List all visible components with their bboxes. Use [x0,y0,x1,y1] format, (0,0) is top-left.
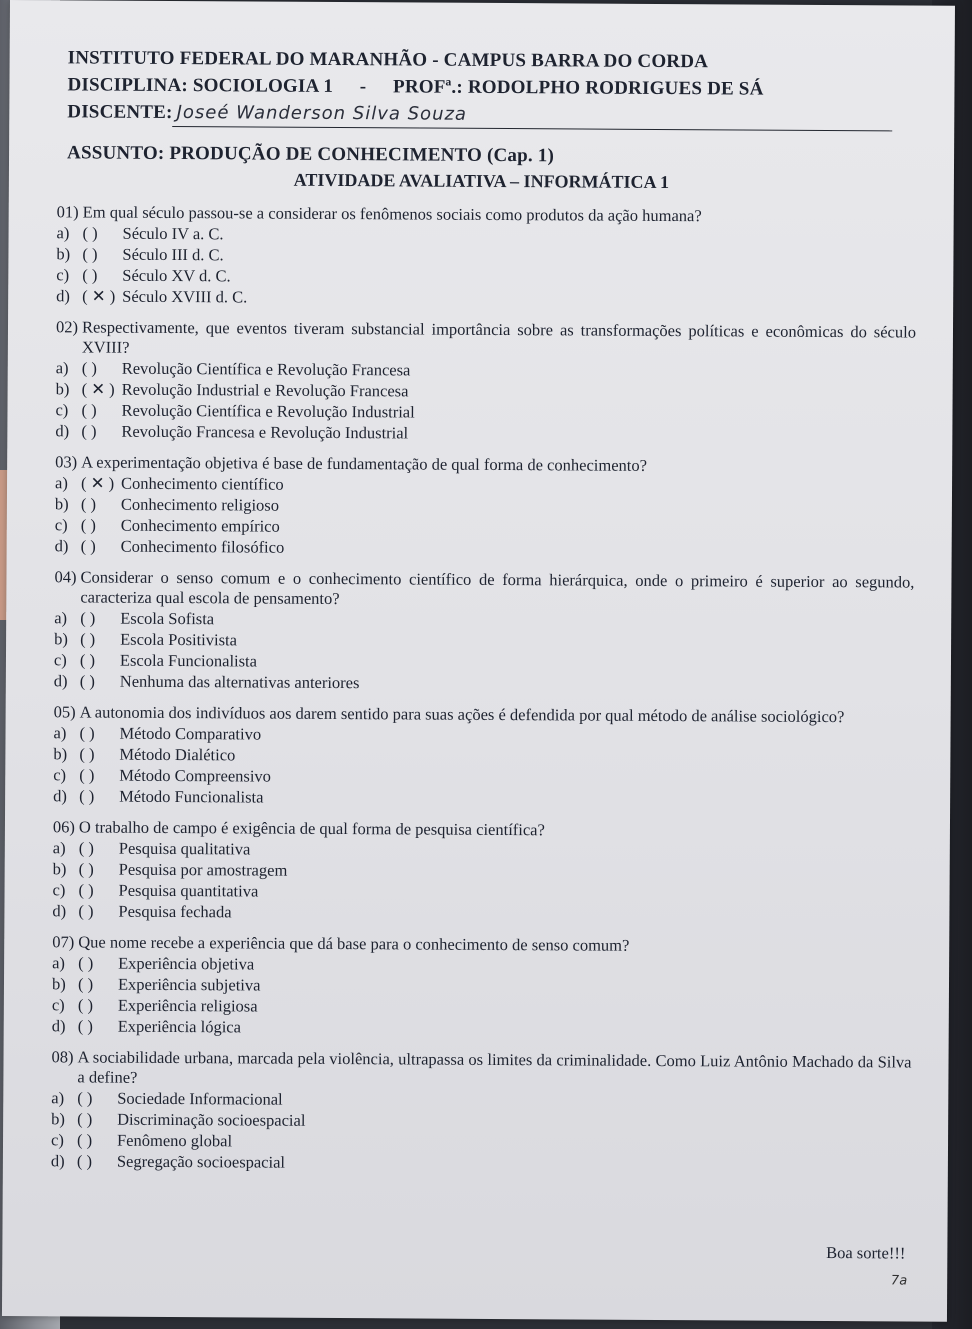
question-5 [53,702,914,811]
option-letter: c) [52,880,66,900]
option-text: Experiência religiosa [117,995,258,1016]
option-letter: b) [52,859,67,879]
option-text: Experiência objetiva [118,953,255,974]
student-line [67,98,917,130]
option-letter: d) [53,671,68,691]
option-letter: b) [54,494,69,514]
option-text: Discriminação socioespacial [117,1109,306,1130]
option-text: Século XV d. C. [122,265,231,286]
question-7 [52,932,913,1041]
question-1 [56,202,917,311]
option-letter: a) [52,838,66,858]
option-text: Método Funcionalista [119,786,264,807]
option-letter: a) [51,1088,65,1108]
question-number: 08) [51,1047,74,1067]
question-3 [55,452,916,561]
option-text: Conhecimento empírico [120,515,280,536]
student-name-handwritten: Joseé Wanderson Silva Souza [173,99,893,131]
option-letter: a) [52,953,66,973]
subject-line: ASSUNTO: PRODUÇÃO DE CONHECIMENTO (Cap. 1) [67,142,555,167]
option-letter: d) [56,286,71,306]
option-letter: d) [50,1151,65,1171]
option-text: Conhecimento filosófico [120,536,285,557]
option-letter: b) [51,974,66,994]
answer-checkbox[interactable]: ( ) [80,515,96,535]
option-text: Experiência subjetiva [117,974,261,995]
option-letter: b) [53,744,68,764]
question-6 [52,817,913,926]
option-letter: b) [51,1109,65,1129]
answer-checkbox[interactable]: ( ) [77,1088,93,1108]
option-text: Experiência lógica [117,1016,242,1037]
option-letter: c) [51,995,65,1015]
question-number: 03) [55,452,78,472]
professor-label: PROFª.: RODOLPHO RODRIGUES DE SÁ [392,76,764,100]
question-number: 05) [53,702,76,722]
option-text: Revolução Científica e Revolução Industrial [121,400,415,422]
option-text: Pesquisa por amostragem [118,859,288,880]
answer-checkbox[interactable]: ( ) [79,650,96,670]
answer-option[interactable] [55,535,915,561]
exam-sheet [2,0,955,1322]
answer-option[interactable] [54,670,914,696]
option-letter: a) [54,473,68,493]
closing-message: Boa sorte!!! [826,1243,906,1263]
question-statement: Considerar o senso comum e o conhecimento científico de forma hierárquica, onde o primeiro é superior ao segundo, caracteriza qual escola de pensamento? [80,567,915,609]
question-statement: A experimentação objetiva é base de fundamentação de qual forma de conhecimento? [81,452,648,475]
question-statement: Que nome recebe a experiência que dá base para o conhecimento de senso comum? [78,932,630,955]
answer-checkbox[interactable]: ( ) [77,1016,93,1036]
option-text: Sociedade Informacional [117,1088,283,1109]
question-list [51,202,917,1187]
answer-checkbox[interactable]: ( ) [80,608,96,628]
answer-checkbox[interactable]: ( ) [78,859,94,879]
question-number: 04) [54,567,77,587]
answer-checkbox[interactable]: ( ) [81,400,97,420]
option-letter: c) [55,400,69,420]
question-text [51,1047,911,1092]
answer-checkbox[interactable]: ( ) [80,536,96,556]
option-text: Método Dialético [119,744,236,765]
answer-option[interactable] [52,900,912,926]
answer-checkbox[interactable]: ( ) [79,671,96,691]
discipline-label: DISCIPLINA: SOCIOLOGIA 1 [67,74,334,97]
option-text: Escola Funcionalista [119,650,258,671]
option-letter: b) [55,379,70,399]
option-letter: c) [54,515,68,535]
answer-option[interactable] [56,285,916,311]
option-text: Revolução Científica e Revolução Francesa [121,358,411,380]
option-letter: d) [52,901,67,921]
option-text: Método Compreensivo [119,765,272,786]
question-statement: Respectivamente, que eventos tiveram substancial importância sobre as transformações políticas e econômicas do século XVIII? [81,317,917,357]
question-statement: Em qual século passou-se a considerar os fenômenos sociais como produtos da ação humana? [82,202,702,226]
question-number: 02) [55,317,79,337]
option-letter: c) [53,650,67,670]
option-text: Nenhuma das alternativas anteriores [119,671,360,693]
option-letter: b) [54,629,68,649]
question-statement: A autonomia dos indivíduos aos darem sentido para suas ações é defendida por qual método de análise sociológico? [79,702,845,727]
option-letter: c) [50,1130,64,1150]
question-4 [54,567,915,696]
question-2 [55,317,916,446]
option-letter: a) [54,608,68,628]
answer-checkbox[interactable]: ( ) [79,786,95,806]
answer-checkbox[interactable]: ( ✕ ) [82,286,116,306]
option-text: Pesquisa qualitativa [118,838,251,859]
institution-title: INSTITUTO FEDERAL DO MARANHÃO - CAMPUS BARRA DO CORDA [67,47,709,73]
option-letter: d) [53,786,67,806]
option-letter: c) [53,765,67,785]
option-letter: c) [56,265,70,285]
activity-title: ATIVIDADE AVALIATIVA – INFORMÁTICA 1 [293,169,670,193]
option-text: Revolução Francesa e Revolução Industrial [121,421,409,443]
answer-checkbox[interactable]: ( ) [80,629,96,649]
question-text [54,567,914,612]
student-label: DISCENTE: [67,101,173,123]
answer-option[interactable] [51,1150,911,1176]
question-number: 06) [52,817,76,837]
question-number: 01) [56,202,79,222]
answer-checkbox[interactable]: ( ) [81,358,97,378]
option-letter: b) [56,244,71,264]
option-text: Pesquisa fechada [118,901,232,922]
answer-checkbox[interactable]: ( ) [77,995,94,1015]
answer-checkbox[interactable]: ( ) [82,223,98,243]
header-separator: - [359,76,367,98]
option-letter: d) [51,1016,66,1036]
answer-checkbox[interactable]: ( ) [82,244,98,264]
option-letter: d) [55,421,70,441]
option-text: Conhecimento religioso [120,494,280,515]
option-text: Escola Sofista [120,608,215,629]
answer-checkbox[interactable]: ( ) [76,1151,93,1171]
option-text: Método Comparativo [119,723,262,744]
option-letter: d) [54,536,69,556]
option-letter: a) [56,223,70,243]
question-text [56,317,916,362]
answer-checkbox[interactable]: ( ) [80,494,97,514]
option-text: Fenômeno global [116,1130,233,1151]
option-text: Segregação socioespacial [116,1151,286,1172]
answer-checkbox[interactable]: ( ) [77,974,94,994]
option-text: Século XVIII d. C. [122,286,248,307]
option-letter: a) [53,723,67,743]
option-text: Século IV a. C. [122,223,224,244]
answer-checkbox[interactable]: ( ) [79,723,95,743]
option-text: Revolução Industrial e Revolução Francesa [121,379,409,401]
answer-option[interactable] [53,785,913,811]
question-8 [51,1047,912,1176]
question-number: 07) [52,932,75,952]
answer-checkbox[interactable]: ( ) [76,1130,93,1150]
answer-option[interactable] [52,1015,912,1041]
option-text: Século III d. C. [122,244,224,265]
option-text: Conhecimento científico [120,473,284,494]
handwritten-score: 7a [890,1273,908,1289]
answer-checkbox[interactable]: ( ✕ ) [81,379,115,399]
option-letter: a) [55,358,69,378]
answer-checkbox[interactable]: ( ) [79,765,95,785]
answer-checkbox[interactable]: ( ) [78,880,94,900]
option-text: Pesquisa quantitativa [118,880,259,901]
exam-header [67,44,918,171]
answer-checkbox[interactable]: ( ) [78,838,95,858]
answer-checkbox[interactable]: ( ) [77,1109,93,1129]
answer-option[interactable] [55,420,915,446]
question-statement: O trabalho de campo é exigência de qual forma de pesquisa científica? [78,817,545,840]
option-text: Escola Positivista [120,629,238,650]
answer-checkbox[interactable]: ( ) [82,265,98,285]
answer-checkbox[interactable]: ( ) [79,744,95,764]
answer-checkbox[interactable]: ( ) [81,421,97,441]
answer-checkbox[interactable]: ( ✕ ) [80,473,115,493]
answer-checkbox[interactable]: ( ) [78,901,94,921]
answer-checkbox[interactable]: ( ) [78,953,94,973]
question-statement: A sociabilidade urbana, marcada pela violência, ultrapassa os limites da criminalidade. Como Luiz Antônio Machado da Silva a define? [77,1047,912,1087]
